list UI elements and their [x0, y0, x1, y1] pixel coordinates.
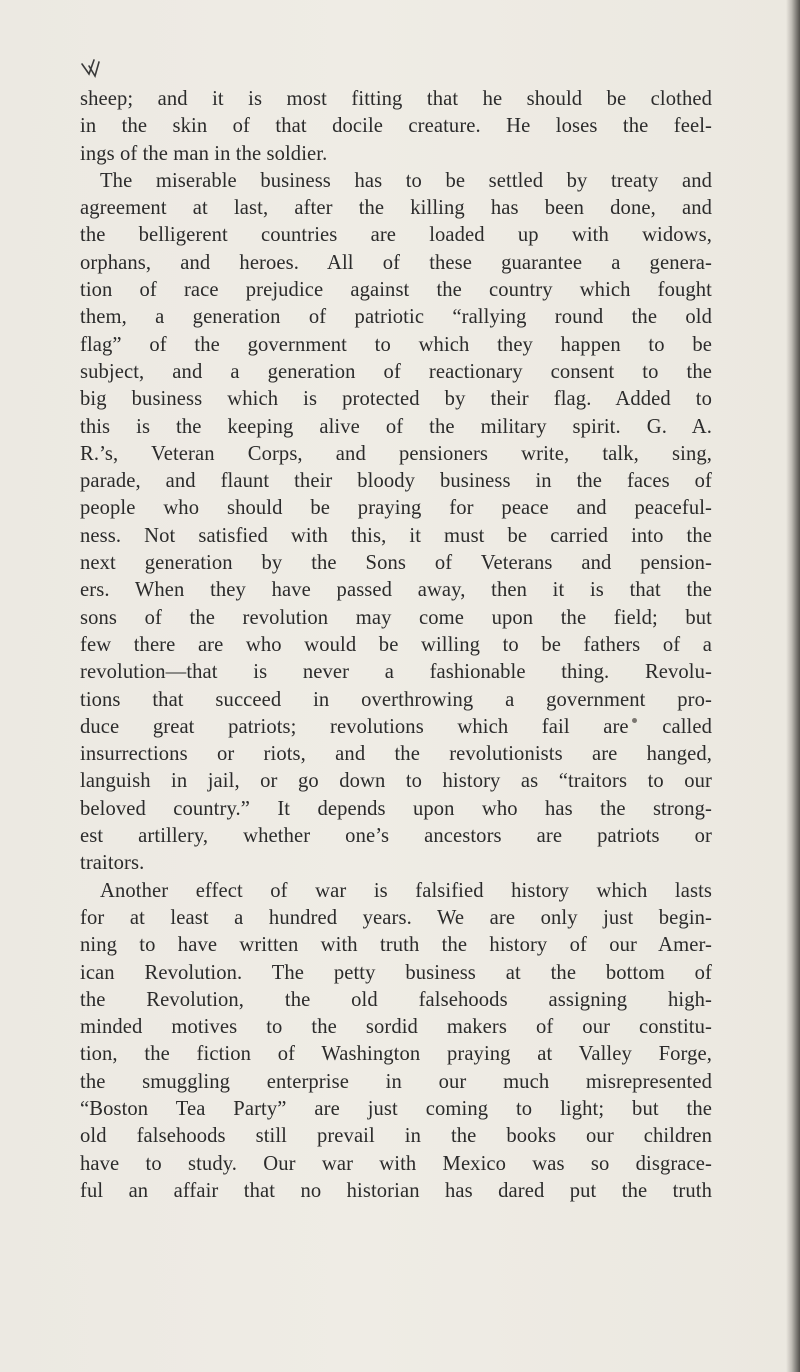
text-line: R.’s, Veteran Corps, and pensioners write, talk, sing, — [80, 442, 712, 465]
text-line: languish in jail, or go down to history as “traitors to our — [80, 770, 712, 793]
text-line: next generation by the Sons of Veterans and pension- — [80, 552, 712, 575]
text-line: duce great patriots; revolutions which fail are called — [80, 715, 712, 738]
handwritten-check-mark — [80, 56, 106, 82]
text-line: sheep; and it is most fitting that he should be clothed — [80, 88, 712, 110]
text-line: The miserable business has to be settled by treaty and — [100, 169, 712, 192]
text-line: Another effect of war is falsified history which lasts — [100, 879, 712, 902]
text-line: the Revolution, the old falsehoods assigning high- — [80, 988, 712, 1011]
text-line: ness. Not satisfied with this, it must be carried into the — [80, 524, 712, 547]
text-line: traitors. — [80, 852, 145, 875]
text-line: ers. When they have passed away, then it is that the — [80, 579, 712, 602]
text-line: the smuggling enterprise in our much misrepresented — [80, 1070, 712, 1093]
text-line: for at least a hundred years. We are only just begin- — [80, 906, 712, 929]
text-line: revolution—that is never a fashionable thing. Revolu- — [80, 661, 712, 684]
text-line: beloved country.” It depends upon who has the strong- — [80, 797, 712, 820]
text-line: this is the keeping alive of the military spirit. G. A. — [80, 415, 712, 438]
text-line: tions that succeed in overthrowing a government pro- — [80, 688, 712, 711]
text-line: them, a generation of patriotic “rallying round the old — [80, 306, 712, 329]
text-line: ings of the man in the soldier. — [80, 142, 328, 165]
text-line: few there are who would be willing to be fathers of a — [80, 633, 712, 656]
text-line: ican Revolution. The petty business at the bottom of — [80, 961, 712, 984]
text-line: flag” of the government to which they happen to be — [80, 333, 712, 356]
text-line: agreement at last, after the killing has been done, and — [80, 197, 712, 220]
text-line: sons of the revolution may come upon the field; but — [80, 606, 712, 629]
text-line: ful an affair that no historian has dared put the truth — [80, 1179, 712, 1202]
text-line: big business which is protected by their flag. Added to — [80, 388, 712, 411]
text-line: orphans, and heroes. All of these guarantee a genera- — [80, 251, 712, 274]
text-line: the belligerent countries are loaded up with widows, — [80, 224, 712, 247]
text-line: tion, the fiction of Washington praying at Valley Forge, — [80, 1043, 712, 1066]
text-line: minded motives to the sordid makers of our constitu- — [80, 1016, 712, 1039]
text-line: have to study. Our war with Mexico was so disgrace- — [80, 1152, 712, 1175]
text-line: ning to have written with truth the history of our Amer- — [80, 934, 712, 957]
text-line: “Boston Tea Party” are just coming to light; but the — [80, 1097, 712, 1120]
text-line: subject, and a generation of reactionary consent to the — [80, 360, 712, 383]
page-edge-shadow — [786, 0, 800, 1372]
text-line: old falsehoods still prevail in the books our children — [80, 1125, 712, 1148]
text-line: insurrections or riots, and the revolutionists are hanged, — [80, 743, 712, 766]
text-line: tion of race prejudice against the country which fought — [80, 279, 712, 302]
text-line: est artillery, whether one’s ancestors are patriots or — [80, 825, 712, 848]
text-line: parade, and flaunt their bloody business in the faces of — [80, 470, 712, 493]
text-column — [80, 86, 712, 1205]
text-line: in the skin of that docile creature. He loses the feel- — [80, 115, 712, 138]
text-line: people who should be praying for peace and peaceful- — [80, 497, 712, 520]
